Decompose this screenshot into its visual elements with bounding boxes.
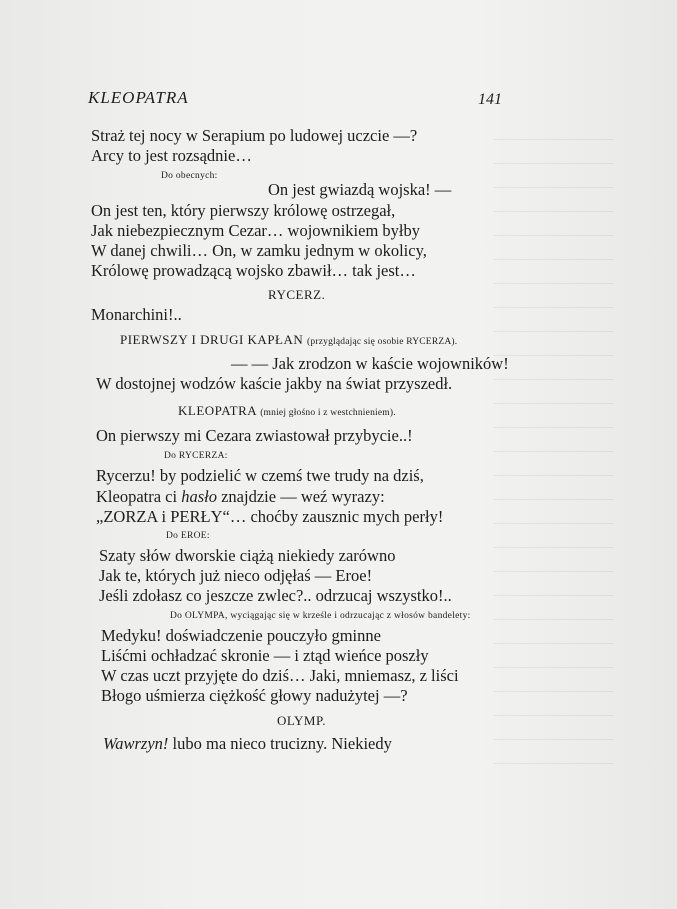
verse-line: W dostojnej wodzów kaście jakby na świat przyszedł. — [96, 374, 453, 393]
verse-line: Jeśli zdołasz co jeszcze zwlec?.. odrzucaj wszystko!.. — [99, 586, 452, 605]
verse-line: W danej chwili… On, w zamku jednym w okolicy, — [91, 241, 427, 260]
emphasized-word: hasło — [181, 487, 217, 506]
speaker-name: KLEOPATRA — [178, 403, 257, 418]
verse-line: Błogo uśmierza ciężkość głowy nadużytej —? — [101, 686, 408, 705]
verse-line: Straż tej nocy w Serapium po ludowej uczcie —? — [91, 126, 418, 145]
stage-direction: Do RYCERZA: — [164, 451, 228, 461]
speaker-name: OLYMP. — [277, 713, 327, 728]
verse-text: lubo ma nieco trucizny. Niekiedy — [172, 734, 392, 753]
verse-line: Jak te, których już nieco odjęłaś — Eroe! — [99, 566, 373, 585]
show-through-text — [493, 125, 613, 765]
speaker-heading — [120, 332, 457, 348]
verse-line: Rycerzu! by podzielić w czemś twe trudy na dziś, — [96, 466, 424, 485]
verse-line: — — Jak zrodzon w kaście wojowników! — [231, 354, 509, 373]
verse-line: On jest gwiazdą wojska! — — [268, 180, 452, 199]
verse-line: Szaty słów dworskie ciążą niekiedy zarówno — [99, 546, 396, 565]
verse-line: Liśćmi ochładzać skronie — i ztąd wieńce poszły — [101, 646, 429, 665]
emphasized-word: Wawrzyn! — [103, 734, 169, 753]
verse-line: Monarchini!.. — [91, 305, 182, 324]
stage-direction: Do EROE: — [166, 531, 210, 541]
running-title: KLEOPATRA — [88, 88, 189, 107]
stage-direction: Do obecnych: — [161, 171, 218, 181]
speaker-name: PIERWSZY I DRUGI KAPŁAN — [120, 332, 304, 347]
stage-direction: Do OLYMPA, wyciągając się w krześle i odrzucając z włosów bandelety: — [170, 611, 471, 621]
stage-direction: (przyglądając się osobie RYCERZA). — [307, 337, 458, 347]
page-number: 141 — [478, 91, 502, 108]
verse-line: Jak niebezpiecznym Cezar… wojownikiem byłby — [91, 221, 420, 240]
verse-text: Kleopatra ci — [96, 487, 178, 506]
verse-line — [96, 487, 385, 507]
verse-line: W czas uczt przyjęte do dziś… Jaki, mniemasz, z liści — [101, 666, 459, 685]
verse-line: Arcy to jest rozsądnie… — [91, 146, 252, 165]
verse-text: znajdzie — weź wyrazy: — [221, 487, 385, 506]
verse-line — [103, 734, 392, 754]
stage-direction: (mniej głośno i z westchnieniem). — [260, 408, 396, 418]
speaker-heading — [178, 403, 396, 419]
verse-line: On pierwszy mi Cezara zwiastował przybycie..! — [96, 426, 413, 445]
verse-line: On jest ten, który pierwszy królowę ostrzegał, — [91, 201, 396, 220]
speaker-name: RYCERZ. — [268, 287, 326, 302]
verse-line: Medyku! doświadczenie pouczyło gminne — [101, 626, 381, 645]
verse-line: Królowę prowadzącą wojsko zbawił… tak jest… — [91, 261, 416, 280]
verse-line: „ZORZA i PERŁY“… choćby zausznic mych perły! — [96, 507, 444, 526]
